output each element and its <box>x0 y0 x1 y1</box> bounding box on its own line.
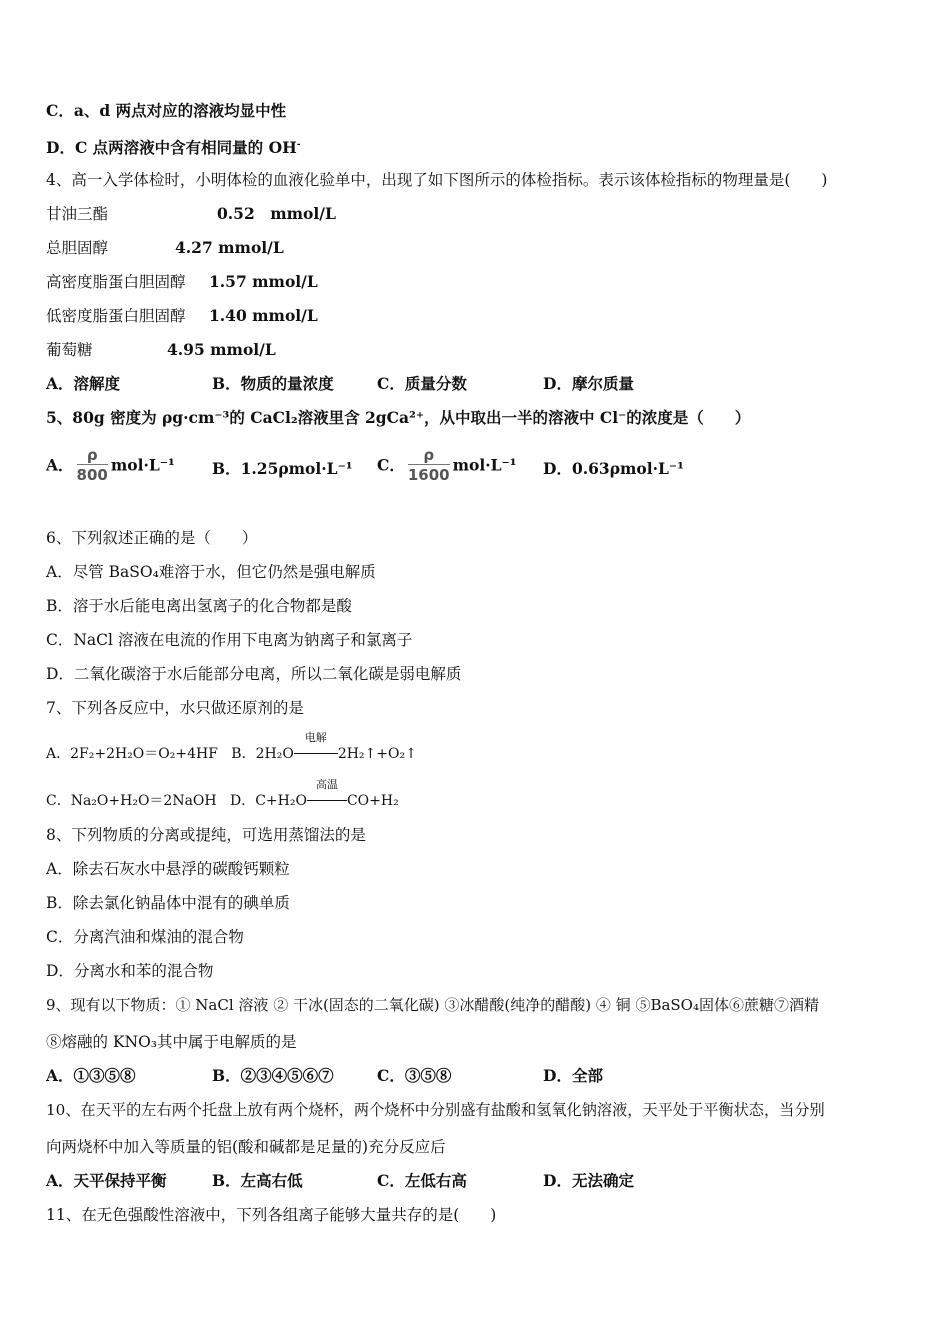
q9-option-c: C．③⑤⑧ <box>377 1066 452 1085</box>
lab-name: 高密度脂蛋白胆固醇 <box>46 273 186 291</box>
q5-c-denominator: 1600 <box>407 466 450 484</box>
question-9-line1: 9、现有以下物质：① NaCl 溶液 ② 干冰(固态的二氧化碳) ③冰醋酸(纯净的醋酸) ④ 铜 ⑤BaSO₄固体⑥蔗糖⑦酒精 <box>46 996 819 1014</box>
q6-option-a: A．尽管 BaSO₄难溶于水，但它仍然是强电解质 <box>46 563 376 581</box>
question-8: 8、下列物质的分离或提纯，可选用蒸馏法的是 <box>46 826 366 844</box>
lab-row <box>46 272 318 292</box>
q8-option-a: A．除去石灰水中悬浮的碳酸钙颗粒 <box>46 860 290 878</box>
q7-d-label: D． <box>229 793 256 809</box>
q7-option-c: C．Na₂O+H₂O＝2NaOH <box>46 793 217 809</box>
q9-option-d: D．全部 <box>543 1066 603 1085</box>
q5-c-unit: mol·L⁻¹ <box>452 455 517 475</box>
q7-option-b <box>231 731 417 762</box>
q10-option-d: D．无法确定 <box>543 1171 634 1190</box>
q5-option-c <box>377 446 517 485</box>
q7-b-label: B． <box>231 746 256 762</box>
q7-d-condition <box>307 778 347 811</box>
q6-option-c: C．NaCl 溶液在电流的作用下电离为钠离子和氯离子 <box>46 631 413 649</box>
q5-a-unit: mol·L⁻¹ <box>110 455 175 475</box>
q3-option-d <box>46 135 300 158</box>
q3-option-d-text: D．C 点两溶液中含有相同量的 OH <box>46 138 297 158</box>
q7-d-bar <box>307 800 347 802</box>
q5-a-denominator: 800 <box>76 466 108 484</box>
question-10-line1: 10、在天平的左右两个托盘上放有两个烧杯，两个烧杯中分别盛有盐酸和氢氧化钠溶液，天平处于平衡状态，当分别 <box>46 1101 825 1119</box>
q7-b-bar <box>294 753 338 755</box>
q5-a-numerator: ρ <box>77 446 108 465</box>
q3-option-c: C．a、d 两点对应的溶液均显中性 <box>46 101 287 120</box>
question-4: 4、高一入学体检时，小明体检的血液化验单中，出现了如下图所示的体检指标。表示该体检指标的物理量是( ) <box>46 171 828 189</box>
q8-option-c: C．分离汽油和煤油的混合物 <box>46 928 244 946</box>
q7-options-row1 <box>46 731 417 764</box>
lab-row <box>46 204 336 224</box>
question-5: 5、80g 密度为 ρg·cm⁻³的 CaCl₂溶液里含 2gCa²⁺，从中取出一半的溶液中 Cl⁻的浓度是（ ） <box>46 408 751 427</box>
q8-option-d: D．分离水和苯的混合物 <box>46 962 214 980</box>
lab-name: 葡萄糖 <box>46 341 93 359</box>
q5-options <box>46 446 926 490</box>
question-11: 11、在无色强酸性溶液中，下列各组离子能够大量共存的是( ) <box>46 1206 497 1224</box>
lab-row <box>46 238 284 258</box>
q7-options-row2 <box>46 778 399 811</box>
q7-b-left: 2H₂O <box>255 746 294 762</box>
q8-option-b: B．除去氯化钠晶体中混有的碘单质 <box>46 894 290 912</box>
q5-option-a <box>46 446 175 485</box>
q7-d-cond-text: 高温 <box>315 778 338 791</box>
q5-c-fraction <box>408 446 450 485</box>
lab-value: 1.57 mmol/L <box>209 272 318 291</box>
q4-option-d: D．摩尔质量 <box>543 374 634 393</box>
q10-option-a: A．天平保持平衡 <box>46 1171 167 1190</box>
q6-option-d: D．二氧化碳溶于水后能部分电离，所以二氧化碳是弱电解质 <box>46 665 462 683</box>
q4-option-b: B．物质的量浓度 <box>212 374 334 393</box>
q4-option-c: C．质量分数 <box>377 374 467 393</box>
q9-option-a: A．①③⑤⑧ <box>46 1066 136 1085</box>
lab-row <box>46 340 276 360</box>
lab-value: 4.95 mmol/L <box>167 340 276 359</box>
lab-value: 0.52 mmol/L <box>217 204 336 223</box>
q9-option-b: B．②③④⑤⑥⑦ <box>212 1066 334 1085</box>
q6-option-b: B．溶于水后能电离出氢离子的化合物都是酸 <box>46 597 352 615</box>
lab-value: 1.40 mmol/L <box>209 306 318 325</box>
q7-b-cond-text: 电解 <box>304 731 327 744</box>
lab-name: 总胆固醇 <box>46 239 109 257</box>
lab-name: 低密度脂蛋白胆固醇 <box>46 307 186 325</box>
q10-option-c: C．左低右高 <box>377 1171 467 1190</box>
q7-option-a: A．2F₂+2H₂O＝O₂+4HF <box>46 746 218 762</box>
q5-a-fraction <box>77 446 108 485</box>
q3-option-d-sup: - <box>296 140 301 150</box>
q5-option-d: D．0.63ρmol·L⁻¹ <box>543 459 684 478</box>
q7-d-left: C+H₂O <box>255 793 307 809</box>
question-10-line2: 向两烧杯中加入等质量的铝(酸和碱都是足量的)充分反应后 <box>46 1138 446 1156</box>
lab-row <box>46 306 318 326</box>
q5-a-label: A． <box>46 455 74 475</box>
q7-d-right: CO+H₂ <box>346 793 399 809</box>
question-7: 7、下列各反应中，水只做还原剂的是 <box>46 699 304 717</box>
q5-c-label: C． <box>377 455 405 475</box>
question-6: 6、下列叙述正确的是（ ） <box>46 529 258 547</box>
q7-b-condition <box>294 731 338 764</box>
q7-option-d <box>229 778 399 809</box>
lab-name: 甘油三酯 <box>46 205 109 223</box>
q5-option-b: B．1.25ρmol·L⁻¹ <box>212 459 353 478</box>
q4-option-a: A．溶解度 <box>46 374 121 393</box>
lab-value: 4.27 mmol/L <box>175 238 284 257</box>
q7-b-right: 2H₂↑+O₂↑ <box>337 746 417 762</box>
q5-c-numerator: ρ <box>408 446 450 465</box>
q10-option-b: B．左高右低 <box>212 1171 303 1190</box>
question-9-line2: ⑧熔融的 KNO₃其中属于电解质的是 <box>46 1033 297 1051</box>
